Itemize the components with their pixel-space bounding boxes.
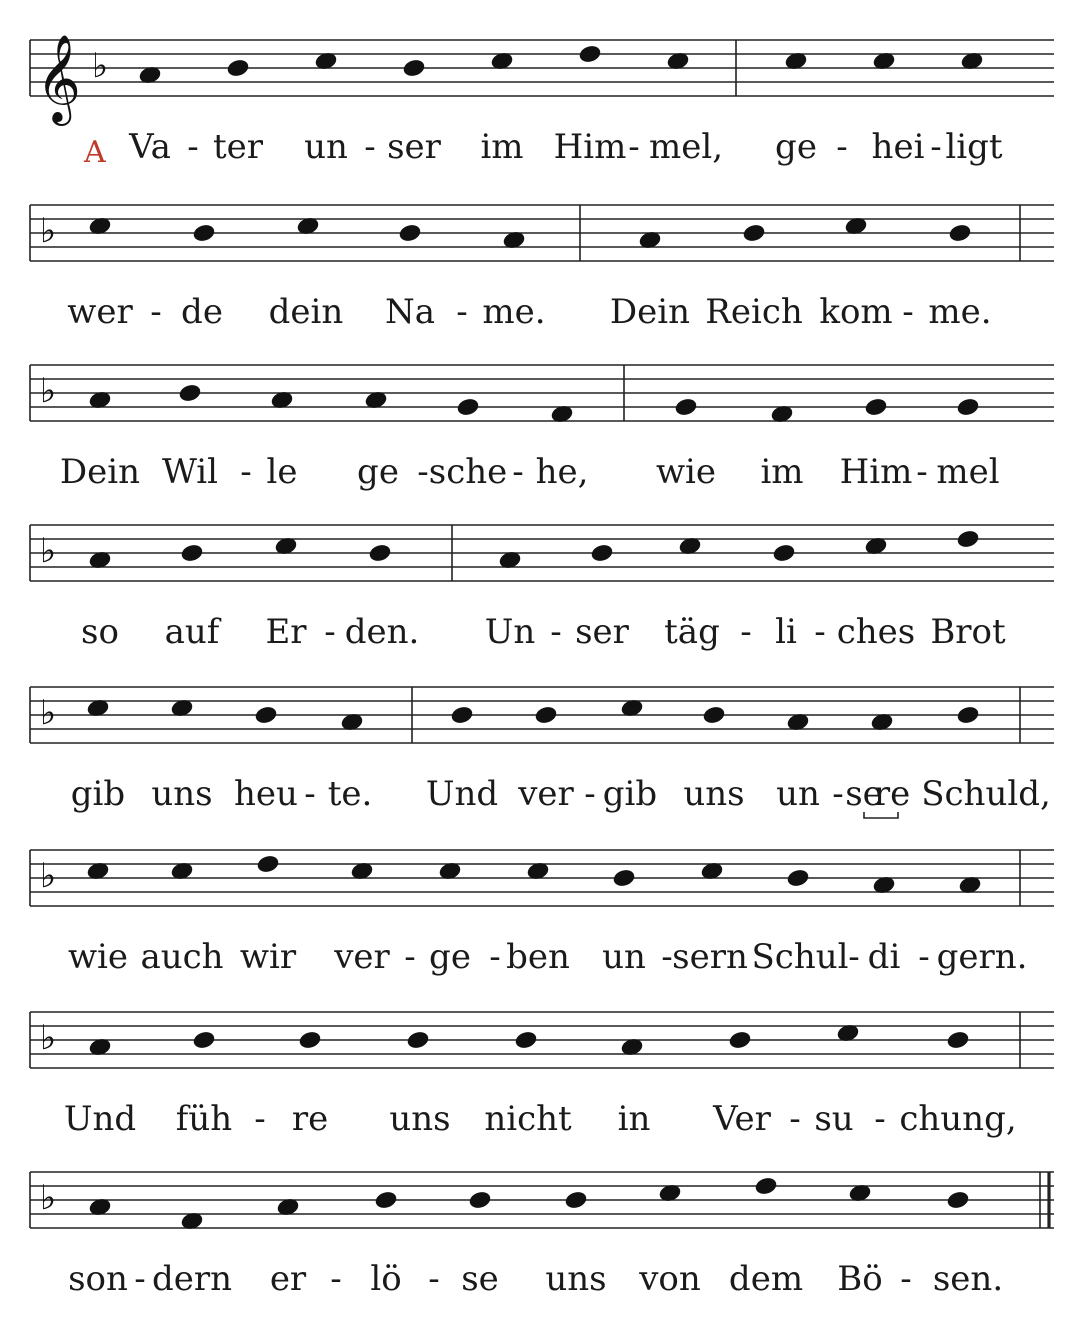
note-head <box>956 397 981 418</box>
lyric-syllable: mel, <box>648 127 724 167</box>
treble-clef-icon: 𝄞 <box>36 33 81 122</box>
staff-system <box>30 525 1054 581</box>
lyric-syllable: mel <box>936 452 1000 492</box>
lyric-syllable: Wil <box>161 452 219 492</box>
lyric-syllable: de <box>181 292 223 332</box>
note-head <box>956 529 981 550</box>
note-head <box>674 397 699 418</box>
lyric-syllable: un <box>776 774 820 814</box>
lyric-syllable: wir <box>239 937 297 977</box>
lyric-syllable: wie <box>67 937 129 977</box>
note-head <box>956 705 981 726</box>
lyric-syllable: li <box>775 612 797 652</box>
lyric-syllable: uns <box>151 774 213 814</box>
lyric-syllable: ligt <box>945 127 1003 167</box>
note-head <box>946 1190 971 1211</box>
lyric-syllable: dern <box>151 1259 233 1299</box>
lyric-syllable: gern. <box>936 937 1028 977</box>
lyric-syllable: Him <box>839 452 913 492</box>
staff-system <box>30 365 1054 424</box>
hyphen: - <box>814 612 826 652</box>
lyric-syllable: ser <box>575 612 629 652</box>
lyric-syllable: re <box>291 1099 329 1139</box>
lyric-syllable: Va <box>129 127 171 167</box>
note-head <box>256 854 281 875</box>
lyric-syllable: ser <box>387 127 441 167</box>
lyric-syllable: son <box>68 1259 128 1299</box>
lyric-syllable: un <box>602 937 646 977</box>
flat-icon: ♭ <box>40 531 57 571</box>
flat-icon: ♭ <box>40 211 57 251</box>
hyphen: - <box>902 292 914 332</box>
lyric-syllable: Und <box>63 1099 137 1139</box>
hyphen: - <box>789 1099 801 1139</box>
lyric-syllable: ter <box>212 127 264 167</box>
lyric-syllable: re <box>873 774 911 814</box>
lyric-syllable: kom <box>819 292 893 332</box>
note-head <box>368 543 393 564</box>
note-head <box>728 1030 753 1051</box>
hyphen: - <box>150 292 162 332</box>
lyric-syllable: Er <box>265 612 307 652</box>
lyric-syllable: sen. <box>932 1259 1004 1299</box>
lyric-syllable: von <box>639 1259 701 1299</box>
lyric-syllable: ver <box>334 937 390 977</box>
lyric-syllable: in <box>617 1099 651 1139</box>
flat-icon: ♭ <box>92 46 109 86</box>
lyric-syllable: auch <box>140 937 224 977</box>
flat-icon: ♭ <box>40 1018 57 1058</box>
lyric-syllable: se <box>845 774 883 814</box>
note-head <box>402 58 427 79</box>
note-head <box>514 1030 539 1051</box>
lyric-syllable: ches <box>836 612 916 652</box>
note-head <box>578 44 603 65</box>
hyphen: - <box>550 612 562 652</box>
hyphen: - <box>900 1259 912 1299</box>
lyric-syllable: sern <box>672 937 748 977</box>
hyphen: - <box>628 127 640 167</box>
lyric-syllable: se <box>461 1259 499 1299</box>
note-head <box>456 397 481 418</box>
lyric-syllable: Ver <box>713 1099 771 1139</box>
note-head <box>450 705 475 726</box>
hyphen: - <box>584 774 596 814</box>
flat-icon: ♭ <box>40 371 57 411</box>
note-head <box>772 543 797 564</box>
lyric-syllable: heu <box>234 774 298 814</box>
hyphen: - <box>930 127 942 167</box>
lyric-syllable: sche <box>428 452 508 492</box>
lyric-syllable: er <box>269 1259 307 1299</box>
lyric-syllable: im <box>760 452 804 492</box>
lyric-syllable: dem <box>728 1259 804 1299</box>
voice-marker: A <box>84 135 106 170</box>
lyric-syllable: he, <box>535 452 589 492</box>
lyric-syllable: wer <box>67 292 133 332</box>
hyphen: - <box>428 1259 440 1299</box>
lyric-syllable: Na <box>384 292 436 332</box>
hyphen: - <box>832 774 844 814</box>
lyric-syllable: uns <box>545 1259 607 1299</box>
lyric-syllable: hei <box>871 127 925 167</box>
hyphen: - <box>848 937 860 977</box>
note-head <box>534 705 559 726</box>
lyric-syllable: me. <box>482 292 546 332</box>
lyric-syllable: ver <box>518 774 574 814</box>
hyphen: - <box>489 937 501 977</box>
note-head <box>180 543 205 564</box>
hyphen: - <box>918 937 930 977</box>
lyric-syllable: Reich <box>705 292 803 332</box>
lyric-syllable: nicht <box>484 1099 572 1139</box>
note-head <box>864 397 889 418</box>
staff-system <box>30 1012 1054 1068</box>
lyric-syllable: ge <box>429 937 471 977</box>
hyphen: - <box>456 292 468 332</box>
lyric-syllable: Him <box>553 127 627 167</box>
note-head <box>590 543 615 564</box>
staff-system <box>30 33 1054 126</box>
lyric-syllable: füh <box>175 1099 233 1139</box>
hyphen: - <box>417 452 429 492</box>
lyric-syllable: ge <box>357 452 399 492</box>
hyphen: - <box>254 1099 266 1139</box>
lyric-syllable: chung, <box>899 1099 1017 1139</box>
note-head <box>254 705 279 726</box>
lyric-syllable: auf <box>164 612 220 652</box>
lyric-syllable: Schuld, <box>921 774 1051 814</box>
note-head <box>564 1190 589 1211</box>
hyphen: - <box>404 937 416 977</box>
note-head <box>786 868 811 889</box>
note-head <box>702 705 727 726</box>
note-head <box>406 1030 431 1051</box>
hyphen: - <box>916 452 928 492</box>
lyric-syllable: Schul <box>751 937 849 977</box>
lyric-syllable: so <box>81 612 119 652</box>
hyphen: - <box>874 1099 886 1139</box>
hyphen: - <box>836 127 848 167</box>
note-head <box>612 868 637 889</box>
staff-system <box>30 1172 1054 1231</box>
hyphen: - <box>240 452 252 492</box>
lyric-syllable: wie <box>655 452 717 492</box>
hyphen: - <box>740 612 752 652</box>
note-head <box>742 223 767 244</box>
hyphen: - <box>324 612 336 652</box>
lyric-syllable: gib <box>70 774 126 814</box>
note-head <box>754 1176 779 1197</box>
note-head <box>374 1190 399 1211</box>
flat-icon: ♭ <box>40 856 57 896</box>
lyric-syllable: le <box>266 452 298 492</box>
lyric-syllable: un <box>304 127 348 167</box>
note-head <box>192 223 217 244</box>
lyric-syllable: ben <box>506 937 570 977</box>
lyric-syllable: gib <box>602 774 658 814</box>
hyphen: - <box>134 1259 146 1299</box>
note-head <box>226 58 251 79</box>
lyric-syllable: me. <box>928 292 992 332</box>
lyric-syllable: lö <box>370 1259 402 1299</box>
lyric-syllable: Brot <box>930 612 1006 652</box>
hyphen: - <box>661 937 673 977</box>
note-head <box>192 1030 217 1051</box>
hyphen: - <box>512 452 524 492</box>
staff-system <box>30 850 1054 906</box>
lyric-syllable: te. <box>327 774 373 814</box>
hyphen: - <box>187 127 199 167</box>
lyric-syllable: Dein <box>609 292 691 332</box>
note-head <box>398 223 423 244</box>
hyphen: - <box>364 127 376 167</box>
lyric-syllable: im <box>480 127 524 167</box>
lyric-syllable: dein <box>268 292 344 332</box>
note-head <box>468 1190 493 1211</box>
lyric-syllable: ge <box>775 127 817 167</box>
lyric-syllable: di <box>867 937 901 977</box>
flat-icon: ♭ <box>40 693 57 733</box>
note-head <box>948 223 973 244</box>
lyric-syllable: täg <box>664 612 720 652</box>
lyric-syllable: Bö <box>837 1259 883 1299</box>
lyric-syllable: Un <box>484 612 536 652</box>
lyric-syllable: uns <box>683 774 745 814</box>
hyphen: - <box>304 774 316 814</box>
lyric-syllable: den. <box>344 612 420 652</box>
flat-icon: ♭ <box>40 1178 57 1218</box>
hyphen: - <box>330 1259 342 1299</box>
staff-system <box>30 205 1054 261</box>
lyric-syllable: su <box>814 1099 854 1139</box>
lyric-syllable: Und <box>425 774 499 814</box>
note-head <box>178 383 203 404</box>
note-head <box>946 1030 971 1051</box>
note-head <box>298 1030 323 1051</box>
lyric-syllable: uns <box>389 1099 451 1139</box>
lyric-syllable: Dein <box>59 452 141 492</box>
